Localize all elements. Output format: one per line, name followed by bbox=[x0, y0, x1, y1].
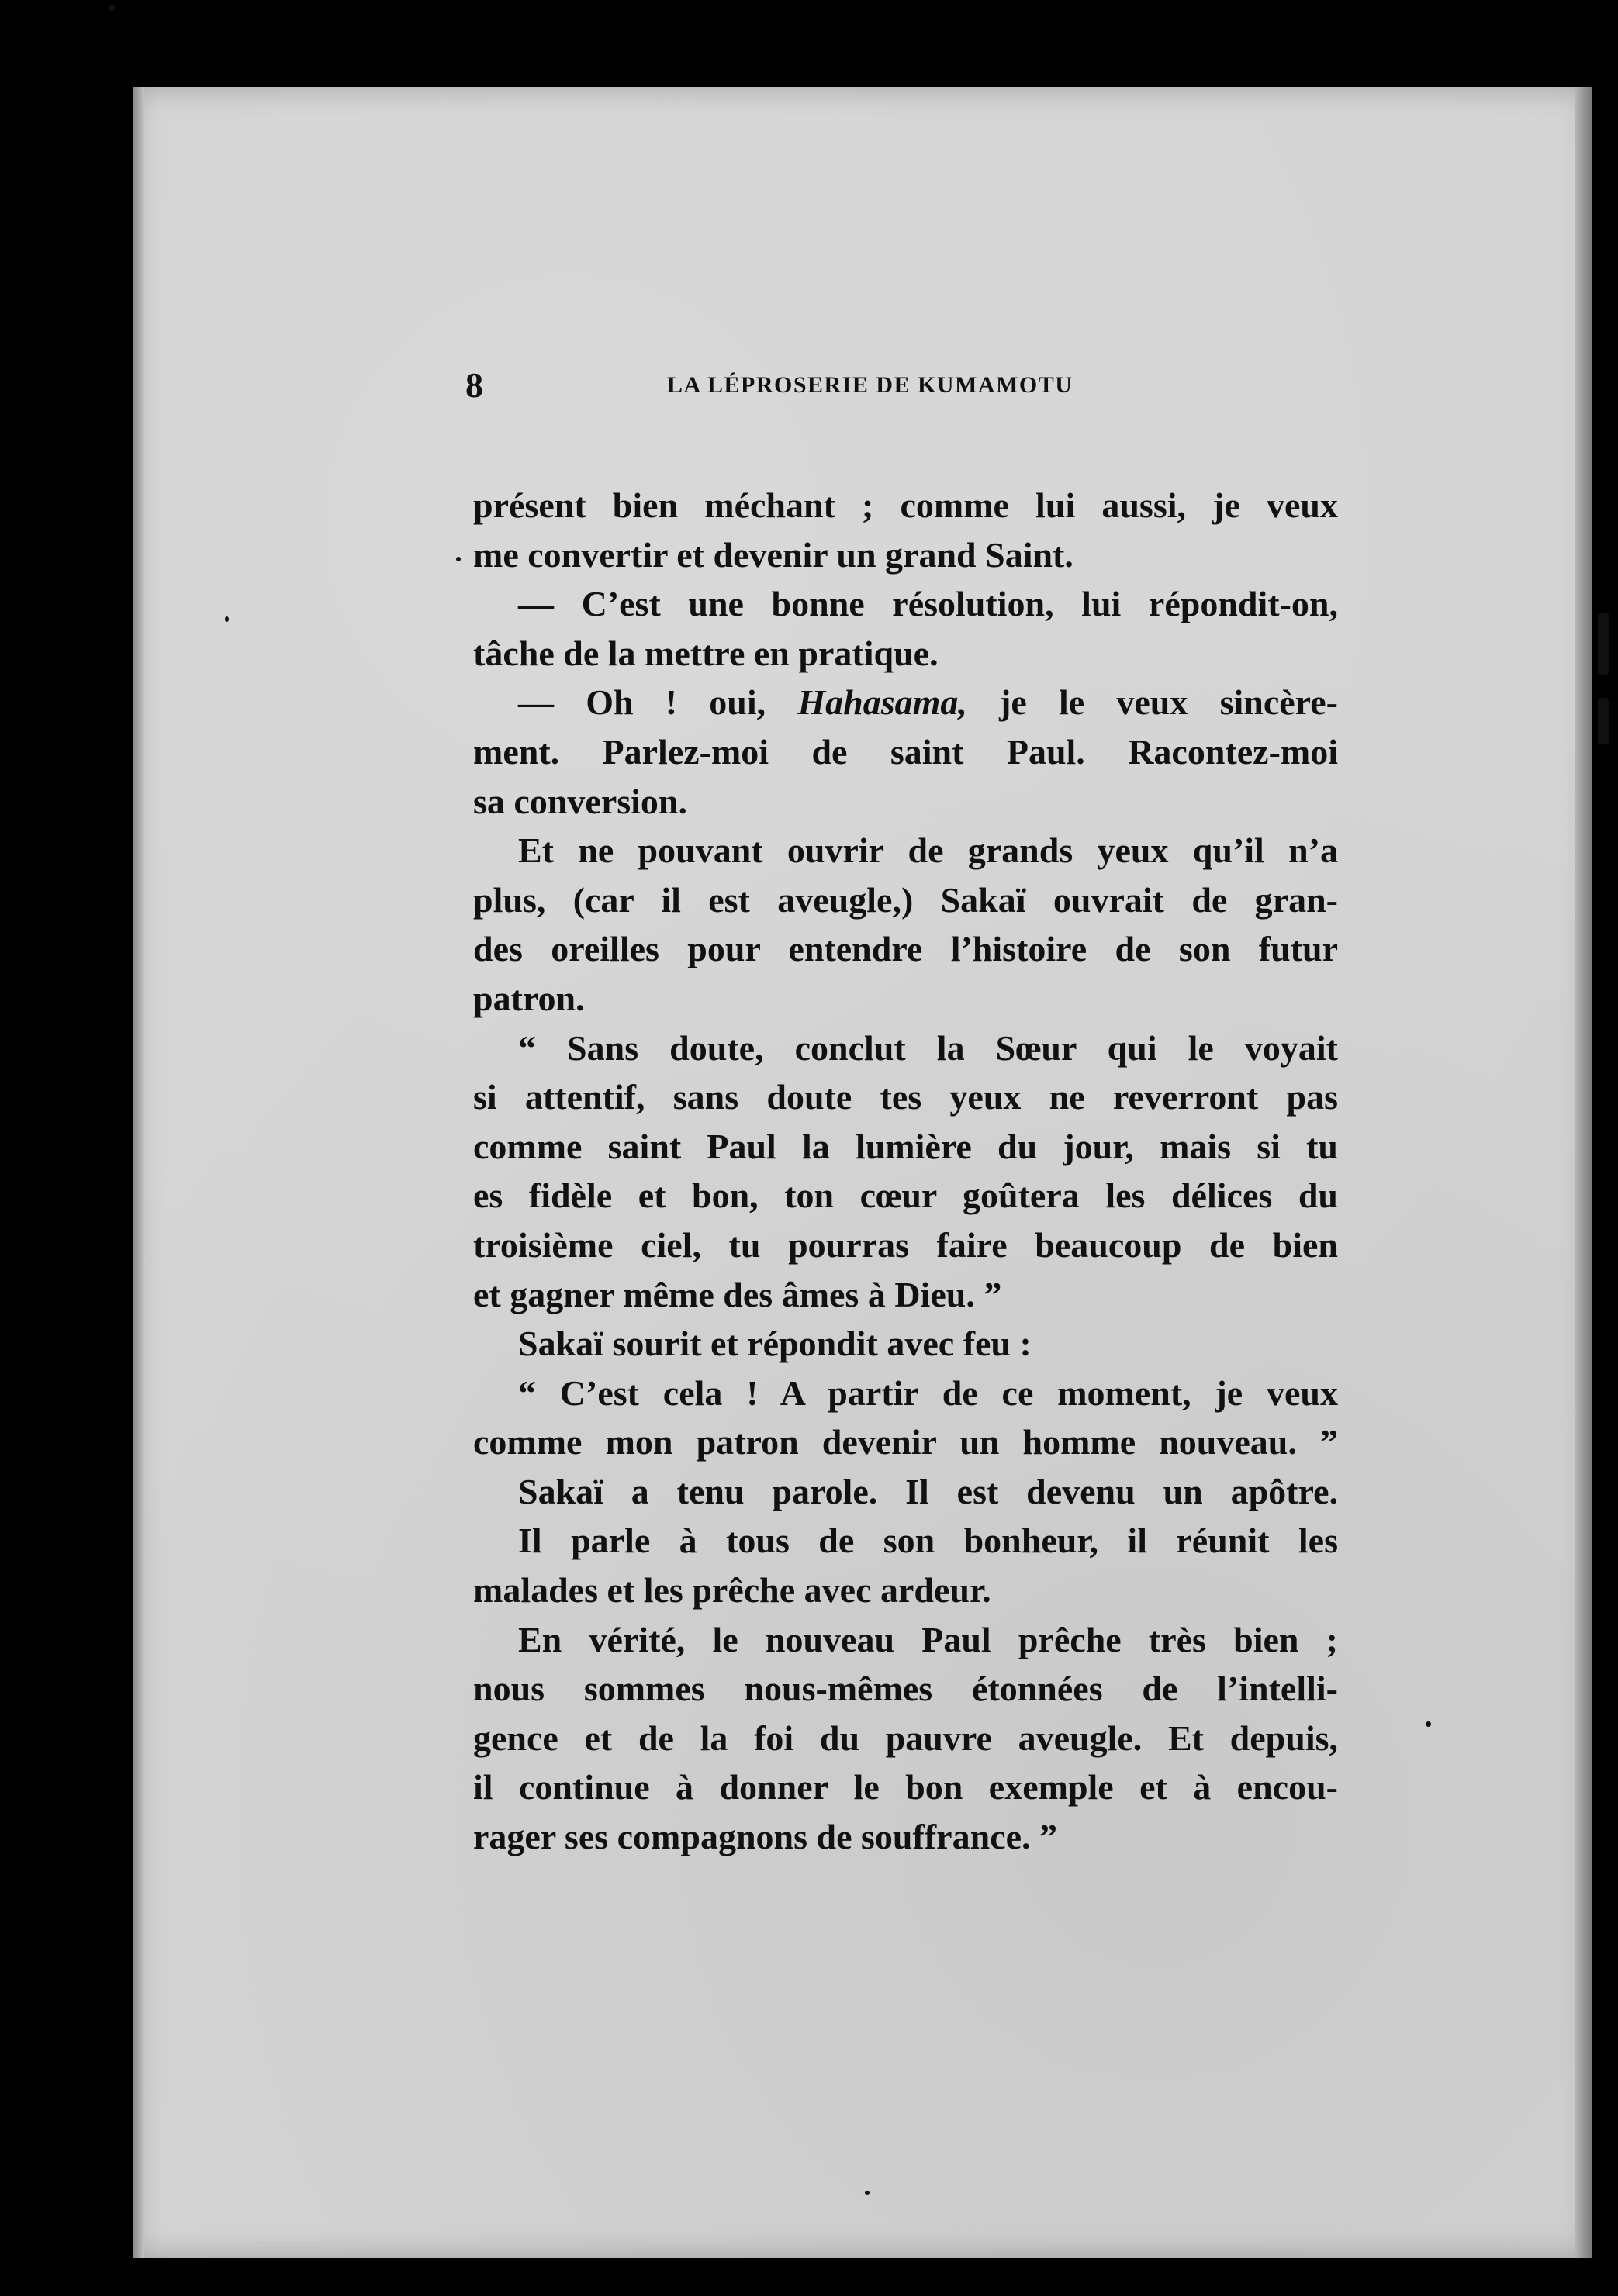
text-line: me convertir et devenir un grand Saint. bbox=[473, 534, 1073, 575]
text-line: et gagner même des âmes à Dieu. ” bbox=[473, 1274, 1002, 1314]
scan-speck bbox=[456, 557, 461, 561]
text-line: — C’est une bonne résolution, lui répondit-on, bbox=[518, 584, 1338, 624]
body-text bbox=[473, 481, 1338, 1862]
text-line: comme mon patron devenir un homme nouveau. ” bbox=[473, 1422, 1338, 1462]
text-line: il continue à donner le bon exemple et à encou- bbox=[473, 1767, 1338, 1807]
page-number: 8 bbox=[465, 365, 483, 405]
scan-speck bbox=[109, 5, 115, 11]
running-head bbox=[465, 364, 1567, 411]
text-line: plus, (car il est aveugle,) Sakaï ouvrait de gran- bbox=[473, 879, 1338, 920]
text-line: “ C’est cela ! A partir de ce moment, je veux bbox=[518, 1372, 1338, 1413]
text-line: tâche de la mettre en pratique. bbox=[473, 633, 939, 673]
text-line: es fidèle et bon, ton cœur goûtera les délices du bbox=[473, 1176, 1338, 1216]
scan-speck bbox=[1598, 613, 1609, 675]
text-fragment: je le veux sincère- bbox=[966, 682, 1339, 723]
text-line: “ Sans doute, conclut la Sœur qui le voyait bbox=[518, 1027, 1338, 1068]
text-line bbox=[473, 678, 1338, 727]
text-line: Et ne pouvant ouvrir de grands yeux qu’il n’a bbox=[518, 830, 1338, 871]
page-edge-left bbox=[133, 87, 144, 2258]
text-line: ment. Parlez-moi de saint Paul. Racontez-moi bbox=[473, 731, 1338, 772]
text-line: Sakaï sourit et répondit avec feu : bbox=[518, 1324, 1032, 1364]
text-line: troisième ciel, tu pourras faire beaucoup de bien bbox=[473, 1224, 1338, 1265]
text-line: gence et de la foi du pauvre aveugle. Et depuis, bbox=[473, 1718, 1338, 1758]
text-line: si attentif, sans doute tes yeux ne reverront pas bbox=[473, 1077, 1338, 1117]
scan-speck bbox=[1598, 698, 1609, 744]
italic-word: Hahasama, bbox=[797, 682, 967, 723]
text-line: comme saint Paul la lumière du jour, mais si tu bbox=[473, 1126, 1338, 1166]
text-line: des oreilles pour entendre l’histoire de son futur bbox=[473, 929, 1338, 969]
text-line: Sakaï a tenu parole. Il est devenu un apôtre. bbox=[518, 1471, 1338, 1511]
running-title: LA LÉPROSERIE DE KUMAMOTU bbox=[667, 372, 1073, 398]
scan-speck bbox=[865, 2191, 870, 2195]
page-edge-right bbox=[1575, 87, 1592, 2258]
scan-speck bbox=[225, 616, 229, 622]
text-line: sa conversion. bbox=[473, 781, 687, 821]
scan-speck bbox=[1426, 1721, 1431, 1727]
text-line: malades et les prêche avec ardeur. bbox=[473, 1570, 991, 1611]
text-line: nous sommes nous-mêmes étonnées de l’intelli- bbox=[473, 1669, 1338, 1709]
text-line: En vérité, le nouveau Paul prêche très bien ; bbox=[518, 1619, 1338, 1659]
text-line: présent bien méchant ; comme lui aussi, je veux bbox=[473, 485, 1338, 525]
text-line: Il parle à tous de son bonheur, il réunit les bbox=[518, 1521, 1338, 1561]
text-line: patron. bbox=[473, 978, 585, 1018]
text-line: rager ses compagnons de souffrance. ” bbox=[473, 1817, 1057, 1857]
text-fragment: — Oh ! oui, bbox=[518, 682, 798, 723]
